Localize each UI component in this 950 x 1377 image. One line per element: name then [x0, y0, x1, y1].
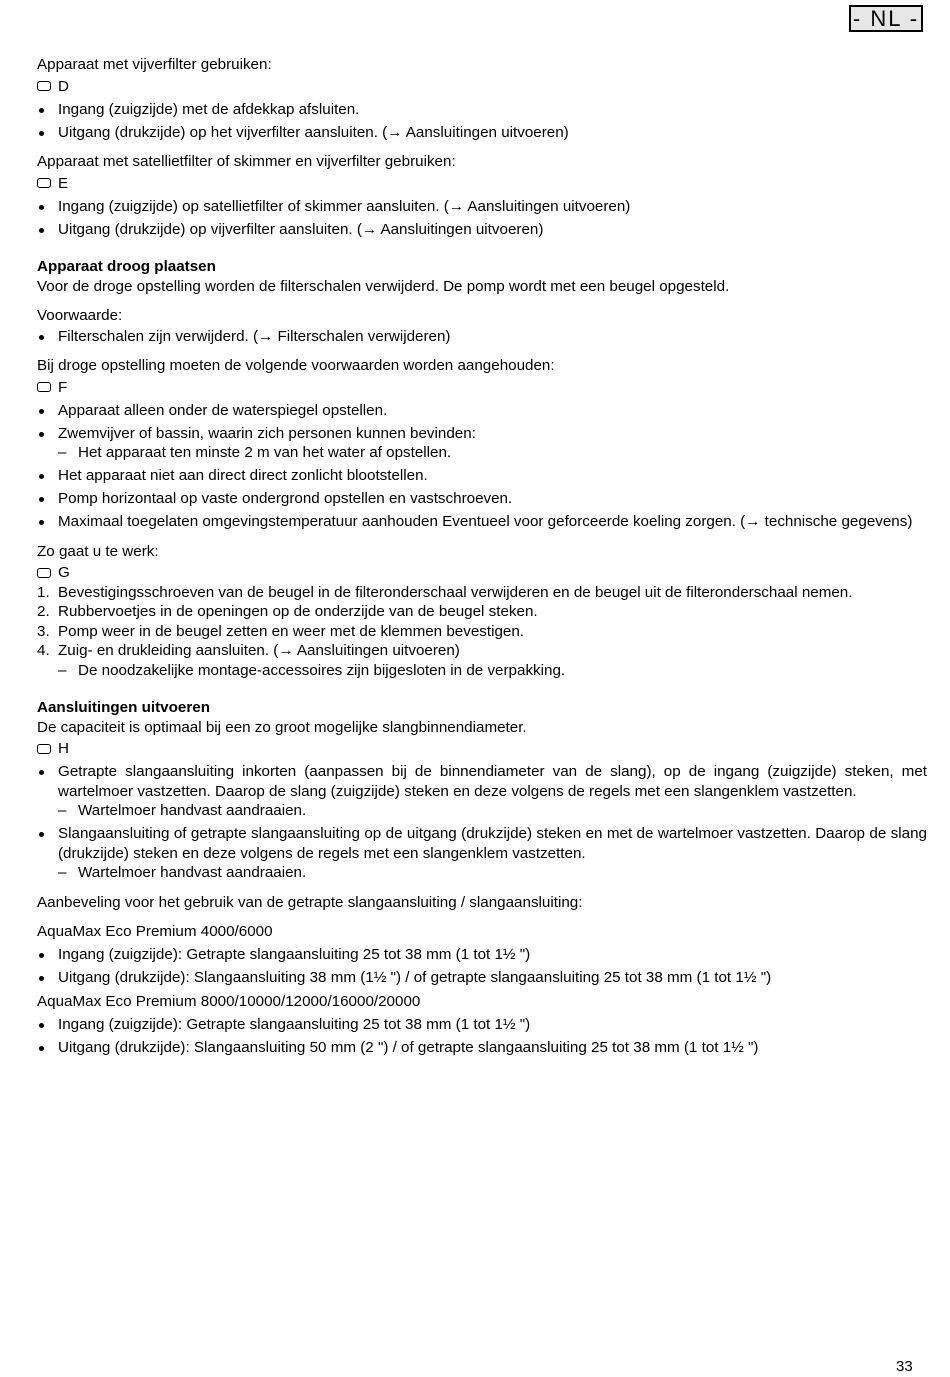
bullet-icon	[39, 228, 44, 233]
figure-ref	[37, 378, 927, 398]
list-item: Ingang (zuigzijde) op satellietfilter of skimmer aansluiten. (→ Aansluitingen uitvoeren)	[37, 197, 927, 217]
bullet-list	[37, 100, 927, 143]
language-tag: - NL -	[849, 5, 923, 32]
list-item: Uitgang (drukzijde) op het vijverfilter aansluiten. (→ Aansluitingen uitvoeren)	[37, 123, 927, 143]
figure-ref	[37, 77, 927, 97]
paragraph: Voor de droge opstelling worden de filterschalen verwijderd. De pomp wordt met een beugel opgesteld.	[37, 277, 730, 295]
bullet-icon	[39, 770, 44, 775]
bullet-icon	[39, 474, 44, 479]
bullet-icon	[39, 432, 44, 437]
bullet-icon	[39, 335, 44, 340]
bullet-icon	[39, 409, 44, 414]
figure-label: G	[58, 564, 70, 581]
figure-icon	[37, 568, 51, 578]
page-number: 33	[896, 1358, 913, 1375]
paragraph: Zo gaat u te werk:	[37, 542, 159, 560]
bullet-list	[37, 466, 927, 532]
list-item: Het apparaat niet aan direct direct zonlicht blootstellen.	[37, 466, 927, 486]
list-step: 2. Rubbervoetjes in de openingen op de onderzijde van de beugel steken.	[37, 603, 538, 620]
list-item: Apparaat alleen onder de waterspiegel opstellen.	[37, 401, 927, 421]
bullet-icon	[39, 205, 44, 210]
bullet-icon	[39, 497, 44, 502]
figure-label: E	[58, 174, 69, 192]
model-name: AquaMax Eco Premium 4000/6000	[37, 923, 273, 940]
list-item: Maximaal toegelaten omgevingstemperatuur aanhouden Eventueel voor geforceerde koeling zorgen. (→ technische gegevens)	[37, 512, 927, 532]
bullet-list	[37, 762, 927, 801]
page-content	[37, 55, 927, 1057]
bullet-icon	[39, 1023, 44, 1028]
bullet-list	[37, 1015, 927, 1058]
paragraph: De capaciteit is optimaal bij een zo groot mogelijke slangbinnendiameter.	[37, 718, 527, 736]
bullet-icon	[39, 1046, 44, 1051]
list-step: 4. Zuig- en drukleiding aansluiten. (→ Aansluitingen uitvoeren)	[37, 642, 460, 659]
figure-ref	[37, 739, 927, 759]
list-item: Zwemvijver of bassin, waarin zich personen kunnen bevinden:	[37, 424, 927, 444]
list-item: Uitgang (drukzijde) op vijverfilter aansluiten. (→ Aansluitingen uitvoeren)	[37, 220, 927, 240]
bullet-icon	[39, 131, 44, 136]
sub-item: – Wartelmoer handvast aandraaien.	[58, 864, 307, 881]
sub-item: – Wartelmoer handvast aandraaien.	[58, 802, 307, 819]
bullet-list	[37, 197, 927, 240]
model-name: AquaMax Eco Premium 8000/10000/12000/16000/20000	[37, 992, 421, 1010]
list-item: Uitgang (drukzijde): Slangaansluiting 50 mm (2 ") / of getrapte slangaansluiting 25 tot 38 mm (1 tot 1½ ")	[37, 1038, 927, 1058]
section-heading: Aansluitingen uitvoeren	[37, 699, 210, 716]
bullet-list	[37, 824, 927, 863]
figure-icon	[37, 382, 51, 392]
figure-ref	[37, 174, 927, 194]
bullet-icon	[39, 976, 44, 981]
bullet-icon	[39, 832, 44, 837]
list-item: Ingang (zuigzijde): Getrapte slangaansluiting 25 tot 38 mm (1 tot 1½ ")	[37, 1015, 927, 1035]
figure-label: F	[58, 378, 68, 396]
list-step: 1. Bevestigingsschroeven van de beugel in de filteronderschaal verwijderen en de beugel uit de filteronderschaal nemen.	[37, 583, 853, 601]
list-item: Slangaansluiting of getrapte slangaansluiting op de uitgang (drukzijde) steken en met de wartelmoer vastzetten. Daarop de slang (drukzijde) steken en deze volgens de regels met een slangenklem vastzetten.	[37, 824, 927, 863]
list-item: Pomp horizontaal op vaste ondergrond opstellen en vastschroeven.	[37, 489, 927, 509]
bullet-icon	[39, 520, 44, 525]
bullet-list	[37, 401, 927, 444]
numbered-list	[37, 583, 927, 661]
list-item: Ingang (zuigzijde) met de afdekkap afsluiten.	[37, 100, 927, 120]
section-title: Apparaat met satellietfilter of skimmer en vijverfilter gebruiken:	[37, 153, 456, 170]
figure-label: D	[58, 77, 69, 95]
figure-icon	[37, 178, 51, 188]
bullet-list	[37, 327, 927, 347]
section-heading: Apparaat droog plaatsen	[37, 258, 216, 275]
paragraph: Voorwaarde:	[37, 307, 123, 324]
paragraph: Aanbeveling voor het gebruik van de getrapte slangaansluiting / slangaansluiting:	[37, 893, 583, 911]
figure-icon	[37, 744, 51, 754]
list-item: Ingang (zuigzijde): Getrapte slangaansluiting 25 tot 38 mm (1 tot 1½ ")	[37, 945, 927, 965]
figure-label: H	[58, 740, 69, 757]
list-item: Filterschalen zijn verwijderd. (→ Filterschalen verwijderen)	[37, 327, 927, 347]
figure-ref	[37, 563, 927, 583]
paragraph: Bij droge opstelling moeten de volgende voorwaarden worden aangehouden:	[37, 357, 555, 374]
list-item: Getrapte slangaansluiting inkorten (aanpassen bij de binnendiameter van de slang), op de ingang (zuigzijde) steken, met wartelmoer vastzetten. Daarop de slang (zuigzijde) steken en deze volgens de regels met een slangenklem vastzetten.	[37, 762, 927, 801]
bullet-icon	[39, 953, 44, 958]
figure-icon	[37, 81, 51, 91]
sub-item: – De noodzakelijke montage-accessoires zijn bijgesloten in de verpakking.	[58, 661, 566, 679]
section-title: Apparaat met vijverfilter gebruiken:	[37, 56, 272, 73]
bullet-list	[37, 945, 927, 988]
sub-item: – Het apparaat ten minste 2 m van het water af opstellen.	[58, 444, 452, 461]
list-item: Uitgang (drukzijde): Slangaansluiting 38 mm (1½ ") / of getrapte slangaansluiting 25 tot 38 mm (1 tot 1½ ")	[37, 968, 927, 988]
bullet-icon	[39, 108, 44, 113]
list-step: 3. Pomp weer in de beugel zetten en weer met de klemmen bevestigen.	[37, 622, 525, 640]
